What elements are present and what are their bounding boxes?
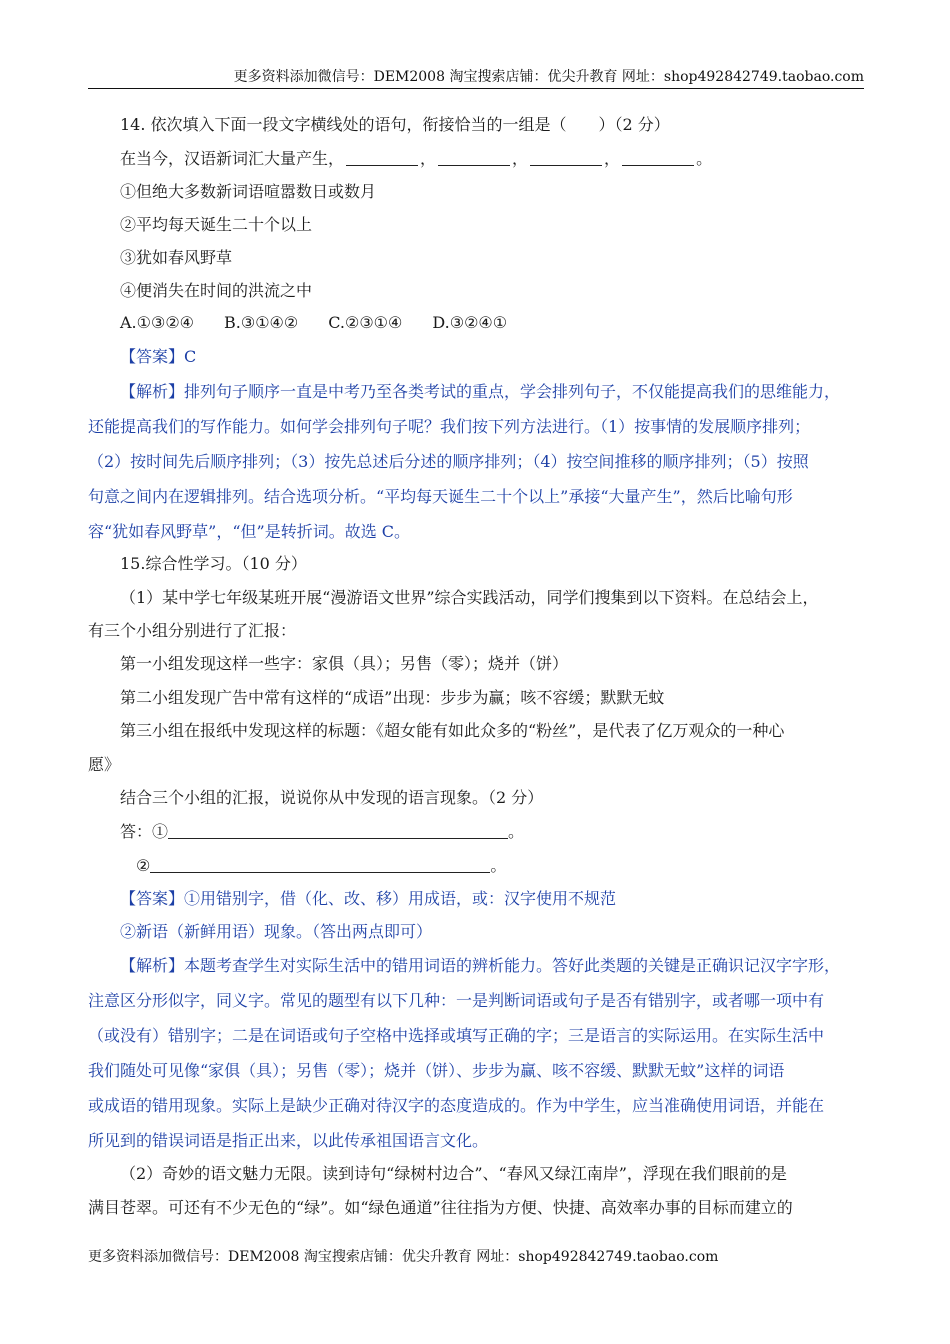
q14-answer-value: C bbox=[184, 347, 197, 366]
q14-option-a: A.①③②④ bbox=[120, 313, 195, 332]
q14-blank-1 bbox=[346, 149, 418, 166]
q14-analysis-text-1: 排列句子顺序一直是中考乃至各类考试的重点，学会排列句子，不仅能提高我们的思维能力， bbox=[184, 382, 841, 401]
q14-analysis-line-3: （2）按时间先后顺序排列；（3）按先总述后分述的顺序排列；（4）按空间推移的顺序排列；（5）按照 bbox=[88, 452, 809, 471]
q15-answer-line-2 bbox=[136, 851, 866, 881]
q14-blank-2 bbox=[438, 149, 510, 166]
q15-answer-2: ②新语（新鲜用语）现象。（答出两点即可） bbox=[120, 922, 433, 941]
q14-sep: ， bbox=[420, 149, 437, 168]
page-footer: 更多资料添加微信号：DEM2008 淘宝搜索店铺：优尖升教育 网址：shop492842749.taobao.com bbox=[88, 1249, 719, 1265]
q15-answer-line-1 bbox=[120, 817, 866, 847]
q15-answer-1 bbox=[120, 884, 866, 914]
q15-title: 15.综合性学习。（10 分） bbox=[120, 554, 307, 573]
q15-p1-line-1: （1）某中学七年级某班开展“漫游语文世界”综合实践活动，同学们搜集到以下资料。在总结会上， bbox=[120, 588, 819, 607]
q14-sep: ， bbox=[512, 149, 529, 168]
q14-option-d: D.③②④① bbox=[432, 313, 508, 332]
q14-analysis-tag: 【解析】 bbox=[120, 382, 185, 401]
q15-p2-line-2: 满目苍翠。可还有不少无色的“绿”。如“绿色通道”往往指为方便、快捷、高效率办事的目标而建立的 bbox=[88, 1198, 793, 1217]
q15-analysis-tag: 【解析】 bbox=[120, 956, 185, 975]
q15-p2-line-1: （2）奇妙的语文魅力无限。读到诗句“绿树村边合”、“春风又绿江南岸”，浮现在我们眼前的是 bbox=[120, 1164, 787, 1183]
q15-answer-text-1: ①用错别字，借（化、改、移）用成语，或：汉字使用不规范 bbox=[184, 889, 617, 908]
q14-blank-3 bbox=[530, 149, 602, 166]
q15-p1-line-2: 有三个小组分别进行了汇报： bbox=[88, 621, 297, 640]
q14-analysis-line-4: 句意之间内在逻辑排列。结合选项分析。“平均每天诞生二十个以上”承接“大量产生”，然后比喻句形 bbox=[88, 487, 793, 506]
q15-group-3-line-2: 愿》 bbox=[88, 755, 121, 774]
q15-ans1-end: 。 bbox=[508, 822, 525, 841]
q15-group-3-line-1: 第三小组在报纸中发现这样的标题：《超女能有如此众多的“粉丝”，是代表了亿万观众的一种心 bbox=[120, 721, 785, 740]
q14-item-1: ①但绝大多数新词语喧嚣数日或数月 bbox=[120, 182, 377, 201]
q15-analysis-text-1: 本题考查学生对实际生活中的错用词语的辨析能力。答好此类题的关键是正确识记汉字字形， bbox=[184, 956, 841, 975]
q14-analysis-line-1 bbox=[120, 377, 866, 407]
q15-ans1-prefix: 答：① bbox=[120, 822, 169, 841]
q15-ans2-end: 。 bbox=[490, 856, 507, 875]
q15-analysis-line-5: 或成语的错用现象。实际上是缺少正确对待汉字的态度造成的。作为中学生，应当准确使用词语，并能在 bbox=[88, 1096, 825, 1115]
q15-prompt: 结合三个小组的汇报，说说你从中发现的语言现象。（2 分） bbox=[120, 788, 544, 807]
q15-group-2: 第二小组发现广告中常有这样的“成语”出现：步步为赢；咳不容缓；默默无蚊 bbox=[120, 688, 665, 707]
q15-ans2-prefix: ② bbox=[136, 856, 151, 875]
q14-answer-tag: 【答案】 bbox=[120, 347, 185, 366]
q14-analysis-line-2: 还能提高我们的写作能力。如何学会排列句子呢？我们按下列方法进行。（1）按事情的发展顺序排列； bbox=[88, 417, 811, 436]
q14-stem bbox=[120, 144, 866, 174]
q15-analysis-line-4: 我们随处可见像“家俱（具）；另售（零）；烧并（饼）、步步为赢、咳不容缓、默默无蚊”这样的词语 bbox=[88, 1061, 785, 1080]
q14-item-2: ②平均每天诞生二十个以上 bbox=[120, 215, 313, 234]
q14-title: 14. 依次填入下面一段文字横线处的语句，衔接恰当的一组是（ ）（2 分） bbox=[120, 115, 670, 134]
q14-end: 。 bbox=[696, 149, 713, 168]
q14-blank-4 bbox=[622, 149, 694, 166]
q15-analysis-line-2: 注意区分形似字，同义字。常见的题型有以下几种：一是判断词语或句子是否有错别字，或者哪一项中有 bbox=[88, 991, 825, 1010]
q14-option-b: B.③①④② bbox=[224, 313, 299, 332]
q14-item-3: ③犹如春风野草 bbox=[120, 248, 233, 267]
q14-stem-prefix: 在当今，汉语新词汇大量产生， bbox=[120, 149, 345, 168]
page-header: 更多资料添加微信号：DEM2008 淘宝搜索店铺：优尖升教育 网址：shop492842749.taobao.com bbox=[88, 66, 864, 89]
q14-item-4: ④便消失在时间的洪流之中 bbox=[120, 281, 313, 300]
q14-analysis-line-5: 容“犹如春风野草”，“但”是转折词。故选 C。 bbox=[88, 522, 411, 541]
q14-sep: ， bbox=[604, 149, 621, 168]
q15-answer-blank-1 bbox=[168, 822, 508, 839]
q15-answer-tag: 【答案】 bbox=[120, 889, 185, 908]
q15-analysis-line-6: 所见到的错误词语是指正出来，以此传承祖国语言文化。 bbox=[88, 1131, 489, 1150]
q15-analysis-line-3: （或没有）错别字；二是在词语或句子空格中选择或填写正确的字；三是语言的实际运用。在实际生活中 bbox=[88, 1026, 825, 1045]
q14-option-c: C.②③①④ bbox=[328, 313, 403, 332]
q14-options bbox=[120, 308, 866, 338]
q15-analysis-line-1 bbox=[120, 951, 866, 981]
q15-group-1: 第一小组发现这样一些字：家俱（具）；另售（零）；烧并（饼） bbox=[120, 654, 569, 673]
q14-answer bbox=[120, 342, 866, 372]
q15-answer-blank-2 bbox=[150, 856, 490, 873]
